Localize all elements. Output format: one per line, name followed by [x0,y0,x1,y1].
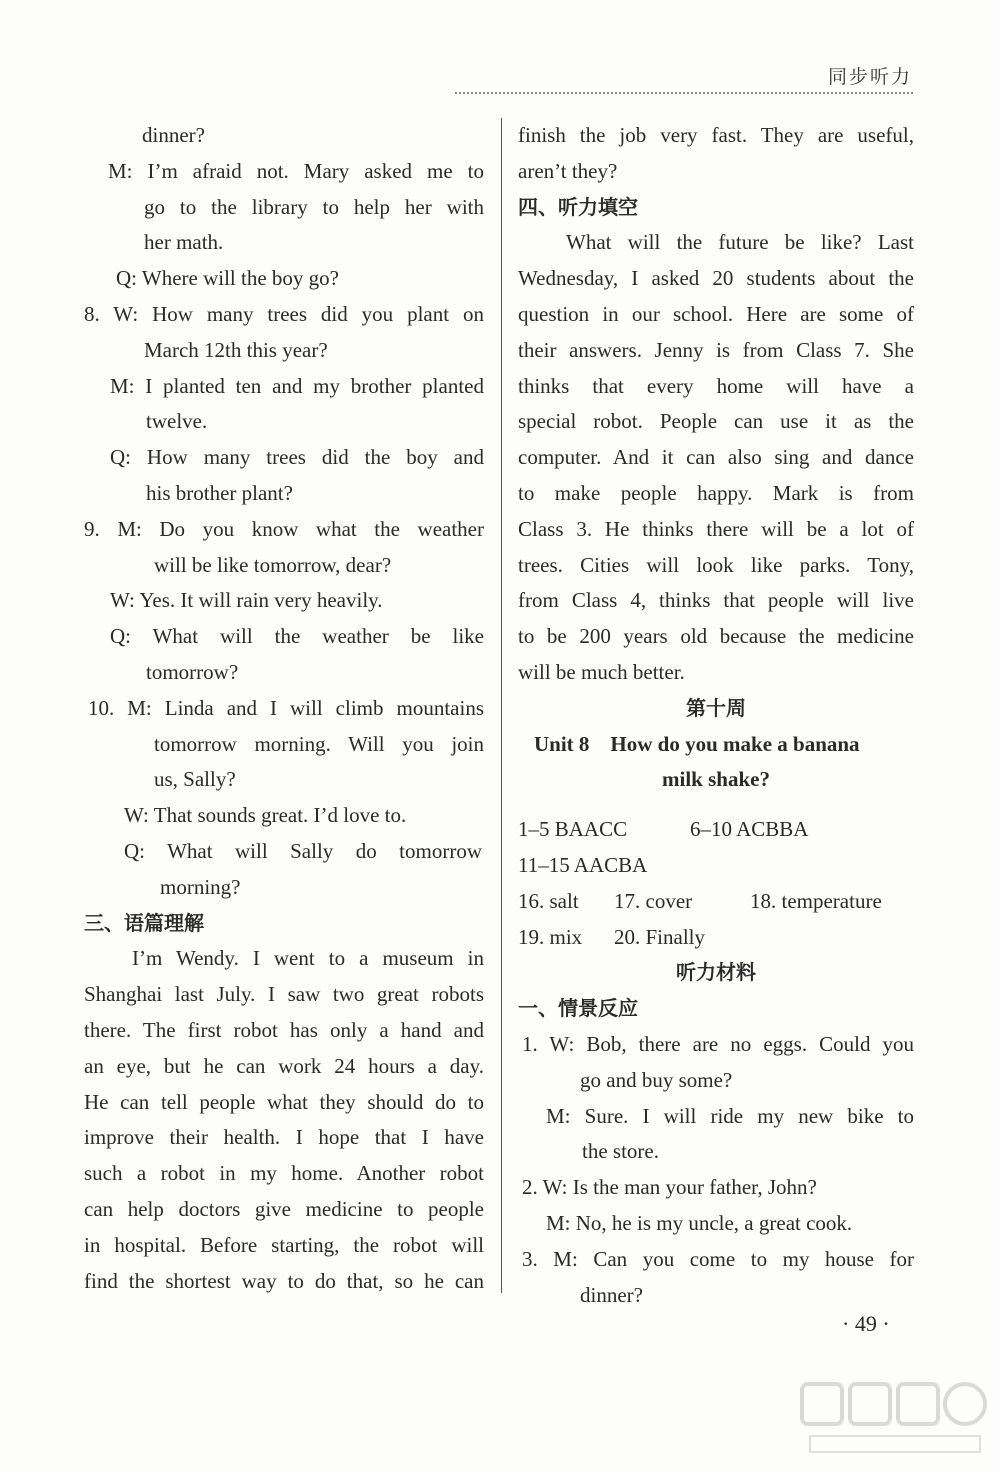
text-line: M: I planted ten and my brother planted [110,373,484,398]
text-line: 2. W: Is the man your father, John? [522,1175,817,1200]
text-line: find the shortest way to do that, so he can [84,1268,484,1293]
text-line: 10. M: Linda and I will climb mountains [88,695,484,720]
unit-title: Unit 8 How do you make a banana [534,731,860,756]
text-line: 8. W: How many trees did you plant on [84,301,484,326]
text-line: trees. Cities will look like parks. Tony, [518,552,914,577]
text-line: computer. And it can also sing and dance [518,445,914,470]
page-number: · 49 · [842,1311,890,1336]
section-heading: 四、听力填空 [518,194,638,219]
answer-item: 18. temperature [750,888,882,913]
text-line: 9. M: Do you know what the weather [84,516,484,541]
text-line: will be like tomorrow, dear? [154,552,392,577]
text-line: us, Sally? [154,767,236,792]
answer-group: 11–15 AACBA [518,852,648,877]
text-line: from Class 4, thinks that people will live [518,588,914,613]
text-line: 3. M: Can you come to my house for [522,1246,914,1271]
header-rule [455,92,913,94]
text-line: Shanghai last July. I saw two great robots [84,982,484,1007]
text-line: W: Yes. It will rain very heavily. [110,588,383,613]
running-header: 同步听力 [827,66,912,88]
text-line: Q: What will the weather be like [110,624,484,649]
text-line: tomorrow? [146,659,239,684]
unit-title-cont: milk shake? [662,767,770,792]
watermark-logo-icon [800,1380,990,1460]
text-line: 1. W: Bob, there are no eggs. Could you [522,1031,914,1056]
text-line: He can tell people what they should do to [84,1089,484,1114]
section-heading: 三、语篇理解 [84,910,204,935]
text-line: go and buy some? [580,1067,733,1092]
text-line: Q: Where will the boy go? [116,266,339,291]
section-heading: 一、情景反应 [518,996,638,1021]
text-line: I’m Wendy. I went to a museum in [132,946,484,971]
text-line: special robot. People can use it as the [518,409,914,434]
text-line: dinner? [580,1282,643,1307]
text-line: aren’t they? [518,158,618,183]
text-line: finish the job very fast. They are useful, [518,123,914,147]
text-line: W: That sounds great. I’d love to. [124,803,407,828]
text-line: Q: How many trees did the boy and [110,445,484,470]
text-line: M: I’m afraid not. Mary asked me to [108,158,484,183]
answer-row [518,812,914,848]
text-line: question in our school. Here are some of [518,301,914,326]
text-line: will be much better. [518,659,685,684]
text-line: March 12th this year? [144,337,328,362]
text-line: their answers. Jenny is from Class 7. She [518,337,914,362]
text-line: Q: What will Sally do tomorrow [124,838,482,863]
text-line: to make people happy. Mark is from [518,480,914,505]
answer-row [518,884,914,920]
answer-item: 19. mix [518,924,583,949]
answer-item: 17. cover [614,888,693,913]
text-line: her math. [144,230,224,255]
answer-item: 20. Finally [614,924,706,949]
column-divider [501,118,502,1293]
text-line: Class 3. He thinks there will be a lot of [518,516,914,541]
text-line: there. The first robot has only a hand and [84,1017,484,1042]
answer-row [518,848,914,884]
left-column [84,118,484,1299]
week-title: 第十周 [686,695,746,720]
text-line: can help doctors give medicine to people [84,1196,484,1221]
text-line: twelve. [146,409,208,434]
text-line: in hospital. Before starting, the robot will [84,1232,484,1257]
text-line: morning? [160,874,241,899]
answer-item: 16. salt [518,888,579,913]
text-line: such a robot in my home. Another robot [84,1161,484,1186]
text-line: What will the future be like? Last [566,230,914,255]
text-line: M: No, he is my uncle, a great cook. [546,1210,853,1235]
text-line: go to the library to help her with [144,194,484,219]
text-line: thinks that every home will have a [518,373,914,398]
text-line: dinner? [142,123,205,147]
text-line: tomorrow morning. Will you join [154,731,484,756]
text-line: his brother plant? [146,480,293,505]
answer-group: 6–10 ACBBA [690,817,809,842]
text-line: Wednesday, I asked 20 students about the [518,266,914,291]
text-line: an eye, but he can work 24 hours a day. [84,1053,484,1078]
text-line: improve their health. I hope that I have [84,1125,484,1150]
answer-row [518,920,914,956]
text-line: the store. [582,1139,659,1164]
text-line: to be 200 years old because the medicine [518,624,914,649]
listening-title: 听力材料 [676,960,756,985]
right-column [518,118,914,1313]
text-line: M: Sure. I will ride my new bike to [546,1103,914,1128]
answer-group: 1–5 BAACC [518,817,628,842]
